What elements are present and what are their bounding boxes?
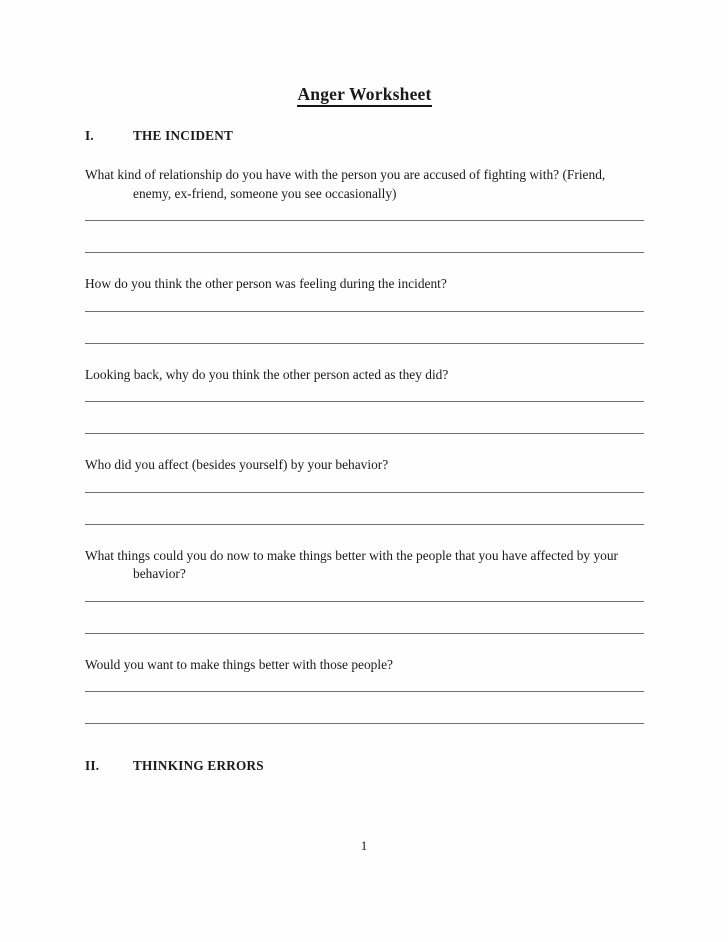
question-block (85, 547, 644, 634)
answer-lines (85, 691, 644, 724)
answer-lines (85, 492, 644, 525)
answer-rule[interactable] (85, 691, 644, 692)
question-text: Looking back, why do you think the other person acted as they did? (85, 366, 449, 382)
section-heading-thinking-errors (85, 758, 644, 774)
answer-lines (85, 601, 644, 634)
section-label: THINKING ERRORS (133, 758, 264, 774)
section-label: THE INCIDENT (133, 128, 234, 144)
question-block (85, 656, 644, 725)
answer-lines (85, 401, 644, 434)
answer-rule[interactable] (85, 401, 644, 402)
answer-rule[interactable] (85, 311, 644, 312)
page-title-text: Anger Worksheet (297, 84, 431, 107)
answer-rule[interactable] (85, 633, 644, 634)
section-numeral: II. (85, 758, 100, 774)
question-text: What kind of relationship do you have with the person you are accused of fighting with? (Friend, enemy, ex-friend, someone you see occasionally) (85, 167, 606, 201)
question-text: What things could you do now to make things better with the people that you have affected by your behavior? (85, 547, 619, 582)
answer-rule[interactable] (85, 492, 644, 493)
question-text: Who did you affect (besides yourself) by your behavior? (85, 457, 389, 473)
answer-rule[interactable] (85, 252, 644, 253)
answer-rule[interactable] (85, 524, 644, 525)
answer-rule[interactable] (85, 433, 644, 434)
question-block (85, 456, 644, 525)
answer-rule[interactable] (85, 723, 644, 724)
question-block (85, 275, 644, 344)
page-title (85, 0, 644, 104)
question-block (85, 366, 644, 435)
question-text: Would you want to make things better with those people? (85, 656, 393, 672)
section-heading-the-incident (85, 128, 644, 144)
answer-rule[interactable] (85, 601, 644, 602)
page-content (85, 0, 644, 774)
section-numeral: I. (85, 128, 94, 144)
answer-rule[interactable] (85, 343, 644, 344)
answer-lines (85, 220, 644, 253)
answer-lines (85, 311, 644, 344)
answer-rule[interactable] (85, 220, 644, 221)
page-number: 1 (360, 838, 368, 853)
question-block (85, 166, 644, 253)
question-text: How do you think the other person was feeling during the incident? (85, 276, 447, 292)
